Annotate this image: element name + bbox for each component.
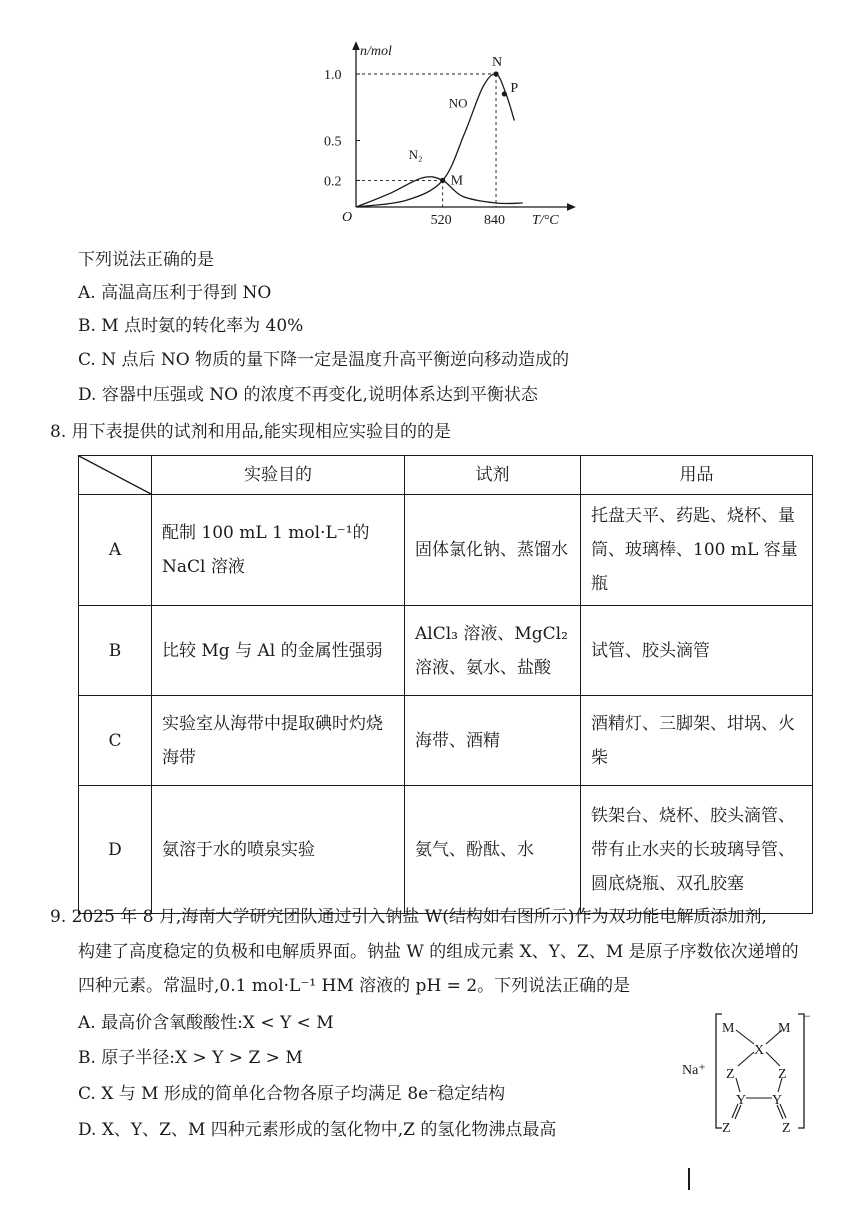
row-reagent: 固体氯化钠、蒸馏水 bbox=[405, 495, 581, 606]
atom-labels bbox=[722, 1021, 791, 1136]
x-tick-labels bbox=[431, 213, 505, 228]
atom-label: X bbox=[754, 1043, 765, 1058]
row-items: 试管、胶头滴管 bbox=[581, 606, 813, 696]
row-label: D bbox=[79, 786, 152, 914]
atom-label: Z bbox=[726, 1067, 735, 1082]
table-row bbox=[79, 495, 813, 606]
point-label: P bbox=[510, 80, 519, 96]
row-items: 托盘天平、药匙、烧杯、量筒、玻璃棒、100 mL 容量瓶 bbox=[581, 495, 813, 606]
y-axis-label: n/mol bbox=[360, 44, 392, 59]
x-tick-label: 520 bbox=[430, 213, 452, 228]
cation-label: Na⁺ bbox=[682, 1063, 706, 1078]
series-curves bbox=[356, 74, 523, 207]
point-label: N bbox=[492, 55, 503, 70]
y-tick-label: 1.0 bbox=[324, 68, 342, 83]
row-reagent: 氨气、酚酞、水 bbox=[405, 786, 581, 914]
point-label: M bbox=[450, 173, 464, 189]
q7-option-b[interactable]: B. M 点时氨的转化率为 40% bbox=[78, 316, 304, 336]
series-line bbox=[356, 177, 523, 207]
atom-label: M bbox=[778, 1021, 791, 1036]
atom-label: M bbox=[722, 1021, 735, 1036]
q9-stem-line-2: 构建了高度稳定的负极和电解质界面。钠盐 W 的组成元素 X、Y、Z、M 是原子序数依次递增的 bbox=[78, 942, 799, 962]
temperature-moles-graph bbox=[320, 35, 590, 230]
q9-option-d[interactable]: D. X、Y、Z、M 四种元素形成的氢化物中,Z 的氢化物沸点最高 bbox=[78, 1120, 557, 1140]
x-axis-label: T/°C bbox=[532, 213, 559, 228]
q8-stem: 8. 用下表提供的试剂和用品,能实现相应实验目的的是 bbox=[50, 422, 452, 442]
q9-option-a[interactable]: A. 最高价含氧酸酸性:X < Y < M bbox=[78, 1013, 334, 1033]
data-point bbox=[440, 178, 445, 183]
y-tick-label: 0.2 bbox=[324, 174, 342, 190]
row-reagent: 海带、酒精 bbox=[405, 696, 581, 786]
table-row bbox=[79, 606, 813, 696]
point-annotations bbox=[440, 55, 518, 188]
row-items: 酒精灯、三脚架、坩埚、火柴 bbox=[581, 696, 813, 786]
x-tick-label: 840 bbox=[484, 213, 506, 228]
row-purpose: 比较 Mg 与 Al 的金属性强弱 bbox=[152, 606, 405, 696]
guide-lines bbox=[356, 74, 496, 207]
data-point bbox=[502, 91, 507, 96]
row-label: C bbox=[79, 696, 152, 786]
atom-label: Y bbox=[772, 1093, 783, 1108]
row-purpose: 配制 100 mL 1 mol·L⁻¹的 NaCl 溶液 bbox=[152, 495, 405, 606]
y-tick-label: 0.5 bbox=[324, 134, 342, 150]
q7-option-a[interactable]: A. 高温高压利于得到 NO bbox=[78, 283, 272, 303]
q9-option-c[interactable]: C. X 与 M 形成的简单化合物各原子均满足 8e⁻稳定结构 bbox=[78, 1084, 506, 1104]
header-items: 用品 bbox=[581, 456, 813, 495]
data-point bbox=[493, 71, 498, 76]
sodium-salt-structure bbox=[680, 1010, 810, 1135]
header-purpose: 实验目的 bbox=[152, 456, 405, 495]
q7-option-c[interactable]: C. N 点后 NO 物质的量下降一定是温度升高平衡逆向移动造成的 bbox=[78, 350, 570, 370]
row-label: A bbox=[79, 495, 152, 606]
series-line bbox=[356, 74, 514, 207]
row-items: 铁架台、烧杯、胶头滴管、带有止水夹的长玻璃导管、圆底烧瓶、双孔胶塞 bbox=[581, 786, 813, 914]
table-corner-diagonal bbox=[79, 456, 152, 495]
row-purpose: 氨溶于水的喷泉实验 bbox=[152, 786, 405, 914]
page-divider bbox=[688, 1168, 690, 1190]
row-purpose: 实验室从海带中提取碘时灼烧海带 bbox=[152, 696, 405, 786]
atom-label: Y bbox=[736, 1093, 747, 1108]
q9-stem-line-1: 9. 2025 年 8 月,海南大学研究团队通过引入钠盐 W(结构如右图所示)作为双功能电解质添加剂, bbox=[50, 907, 767, 927]
atom-label: Z bbox=[778, 1067, 787, 1082]
row-reagent: AlCl₃ 溶液、MgCl₂ 溶液、氨水、盐酸 bbox=[405, 606, 581, 696]
q7-option-d[interactable]: D. 容器中压强或 NO 的浓度不再变化,说明体系达到平衡状态 bbox=[78, 385, 538, 405]
q9-option-b[interactable]: B. 原子半径:X > Y > Z > M bbox=[78, 1048, 303, 1068]
series-label: N₂ bbox=[408, 147, 423, 163]
q7-stem: 下列说法正确的是 bbox=[78, 250, 214, 270]
q9-stem-line-3: 四种元素。常温时,0.1 mol·L⁻¹ HM 溶液的 pH = 2。下列说法正确的是 bbox=[78, 976, 631, 996]
charge-label: − bbox=[804, 1009, 811, 1023]
atom-label: Z bbox=[782, 1121, 791, 1136]
header-reagent: 试剂 bbox=[405, 456, 581, 495]
experiment-table bbox=[78, 455, 813, 914]
atom-label: Z bbox=[722, 1121, 731, 1136]
origin-label: O bbox=[342, 210, 353, 225]
table-row bbox=[79, 696, 813, 786]
right-bracket bbox=[798, 1014, 804, 1128]
row-label: B bbox=[79, 606, 152, 696]
y-tick-labels bbox=[324, 68, 360, 189]
series-label: NO bbox=[448, 95, 468, 111]
table-row bbox=[79, 786, 813, 914]
